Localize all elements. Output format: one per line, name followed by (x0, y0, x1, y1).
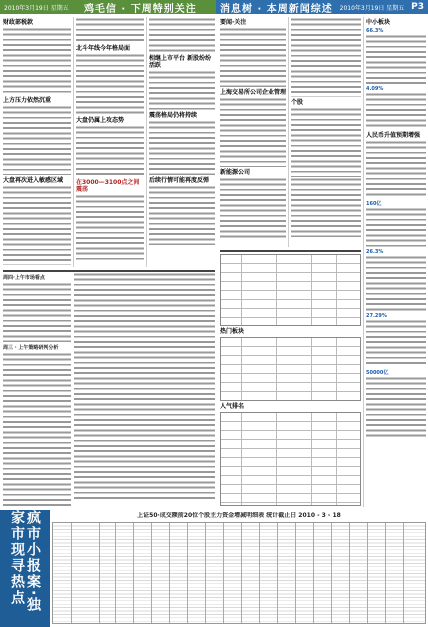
article-body (291, 107, 361, 177)
article-headline: 北斗年线今年格局面 (76, 45, 131, 52)
article-body (366, 140, 426, 198)
article-body (220, 177, 286, 239)
highlight-number: 26.3% (366, 249, 384, 255)
data-table (220, 337, 361, 401)
article-headline: 热门板块 (220, 328, 245, 335)
column-divider (146, 17, 147, 267)
article-body (76, 53, 144, 115)
article-body (366, 34, 426, 84)
article-headline: 震荡格局仍将持续 (149, 112, 198, 119)
article-headline: 上海交易所公司企业管理 (220, 89, 286, 96)
article-body (291, 177, 361, 237)
bottom-banner (0, 510, 50, 627)
article-body (3, 185, 71, 265)
article-body (220, 97, 286, 167)
left-page-header (0, 0, 216, 14)
right-header-page: P3 (411, 2, 424, 12)
column-divider (363, 17, 364, 507)
lower-wide-col (74, 272, 215, 508)
article-headline: 人气排名 (220, 403, 245, 410)
article-body (366, 319, 426, 367)
article-body (366, 255, 426, 311)
article-body (149, 70, 215, 110)
left-col-2 (76, 17, 144, 267)
right-page-header (216, 0, 428, 14)
data-table (220, 412, 361, 506)
article-headline: 大盘仍属上攻态势 (76, 117, 125, 124)
table-grid (52, 522, 426, 624)
left-col-1 (3, 17, 71, 267)
article-body (149, 17, 215, 53)
column-divider (288, 17, 289, 247)
article-headline: 在3000—3100点之间震荡 (76, 179, 140, 193)
article-headline: 财政部税款 (3, 19, 34, 26)
right-col-2 (291, 17, 361, 247)
article-body (3, 352, 71, 507)
section-head: 周四·上午市场看点 (3, 275, 45, 281)
section-head: 周三 · 上午策略研判分析 (3, 345, 59, 351)
article-body (3, 282, 71, 342)
article-body (76, 194, 144, 260)
left-header-title: 鸡毛信 · 下周特别关注 (83, 3, 197, 15)
article-body (149, 120, 215, 175)
article-body (366, 92, 426, 130)
article-headline: 中小板块 (366, 19, 391, 26)
article-body (76, 125, 144, 177)
left-lower-section (3, 270, 215, 508)
article-body (291, 17, 361, 97)
article-body (366, 376, 426, 440)
article-headline: 人民币升值预期增强 (366, 132, 421, 139)
right-col-1 (220, 17, 286, 247)
article-headline: 要闻·关注 (220, 19, 247, 26)
data-table (220, 254, 361, 326)
bottom-data-table (52, 512, 426, 624)
right-lower-tables (220, 250, 361, 508)
highlight-number: 27.29% (366, 313, 387, 319)
article-headline: 新能源公司 (220, 169, 251, 176)
article-headline: 相继上市平台 新股纷纷活跃 (149, 55, 212, 69)
right-header-info: 2010年3月19日 星期五 (339, 4, 405, 12)
article-headline: 后续行情可能再度反弹 (149, 177, 210, 184)
highlight-number: 50000亿 (366, 370, 389, 376)
left-col-3 (149, 17, 215, 267)
article-body (76, 17, 144, 43)
article-headline: 上方压力依然沉重 (3, 97, 52, 104)
right-header-title: 消息树 · 本周新闻综述 (220, 3, 333, 15)
article-body (220, 27, 286, 87)
highlight-number: 66.3% (366, 28, 384, 34)
lower-col (3, 272, 71, 508)
highlight-number: 4.09% (366, 86, 384, 92)
article-body (74, 272, 215, 502)
table-title: 上证50·成交额前20位个股主力资金增减明细表 统计截止日 2010 - 3 - 18 (137, 512, 341, 519)
article-body (3, 105, 71, 175)
article-body (149, 185, 215, 245)
column-divider (73, 17, 74, 267)
article-headline: 大盘再次进入敏感区域 (3, 177, 64, 184)
banner-text: 疯市小报案·独家市现寻热点 (9, 510, 41, 614)
article-headline: 个股 (291, 99, 304, 106)
article-body (366, 207, 426, 247)
left-header-date: 2010年3月19日 星期五 (4, 4, 69, 12)
article-body (3, 27, 71, 95)
right-col-3 (366, 17, 426, 507)
highlight-number: 160亿 (366, 201, 382, 207)
